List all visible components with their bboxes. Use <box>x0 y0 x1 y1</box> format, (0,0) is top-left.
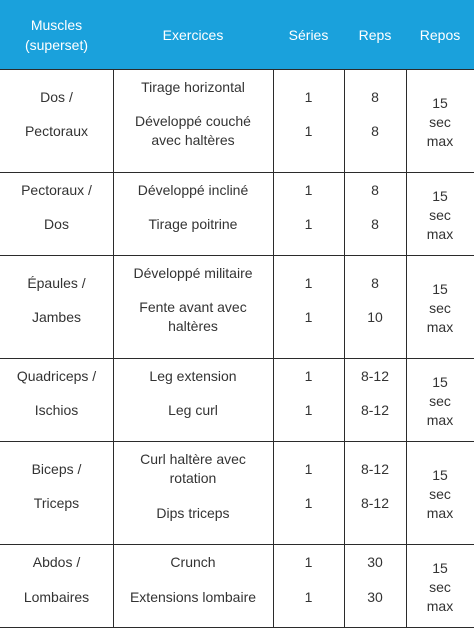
table-row-group <box>0 358 474 441</box>
exercise-name-line: avec haltères <box>151 132 235 148</box>
column-divider <box>344 256 345 358</box>
rest-value <box>406 559 474 616</box>
exercise-name: Tirage horizontal <box>141 79 245 95</box>
muscle-label: Dos <box>44 216 69 232</box>
series-value: 1 <box>304 182 313 198</box>
series-value: 1 <box>304 309 313 325</box>
table-header <box>0 0 474 69</box>
muscle-label: Quadriceps / <box>16 368 97 384</box>
exercise-name <box>113 298 273 336</box>
series-value: 1 <box>304 216 313 232</box>
exercise-name-line: rotation <box>169 470 217 486</box>
exercise-name-line: haltères <box>168 318 218 334</box>
reps-value: 8 <box>371 275 379 291</box>
reps-value: 30 <box>367 589 383 605</box>
exercise-name: Leg extension <box>149 368 237 384</box>
column-divider <box>273 256 274 358</box>
muscle-label: Ischios <box>34 402 79 418</box>
reps-value: 8 <box>371 216 379 232</box>
rest-value-line: sec <box>429 300 451 316</box>
reps-value: 8 <box>371 123 379 139</box>
exercise-name: Dips triceps <box>156 505 230 521</box>
table-row-group <box>0 172 474 255</box>
rest-value <box>406 280 474 337</box>
rest-value-line: sec <box>429 207 451 223</box>
series-value: 1 <box>304 368 313 384</box>
table-row-group <box>0 255 474 358</box>
rest-value-line: max <box>426 133 454 149</box>
rest-value-line: sec <box>429 486 451 502</box>
rest-value-line: max <box>426 226 454 242</box>
header-muscles-line1: Muscles <box>30 16 83 33</box>
reps-value: 8 <box>371 89 379 105</box>
reps-value: 8-12 <box>360 495 390 511</box>
series-value: 1 <box>304 495 313 511</box>
rest-value-line: sec <box>429 114 451 130</box>
rest-value-line: 15 <box>432 467 448 483</box>
exercise-name <box>113 112 273 150</box>
muscle-label: Dos / <box>40 89 73 105</box>
muscle-label: Triceps <box>33 495 80 511</box>
muscle-label: Pectoraux <box>24 123 89 139</box>
rest-value-line: 15 <box>432 95 448 111</box>
reps-value: 8 <box>371 182 379 198</box>
rest-value <box>406 373 474 430</box>
header-series: Séries <box>288 26 329 43</box>
rest-value-line: 15 <box>432 281 448 297</box>
exercise-name: Leg curl <box>168 402 218 418</box>
header-reps: Reps <box>358 26 392 43</box>
rest-value-line: max <box>426 319 454 335</box>
column-divider <box>273 442 274 544</box>
series-value: 1 <box>304 554 313 570</box>
exercise-name-line: Curl haltère avec <box>140 451 246 467</box>
series-value: 1 <box>304 89 313 105</box>
column-divider <box>344 442 345 544</box>
reps-value: 30 <box>367 554 383 570</box>
rest-value-line: 15 <box>432 188 448 204</box>
rest-value-line: 15 <box>432 560 448 576</box>
series-value: 1 <box>304 589 313 605</box>
exercise-name-line: Développé couché <box>135 113 251 129</box>
series-value: 1 <box>304 461 313 477</box>
exercise-name: Développé incliné <box>137 182 249 198</box>
series-value: 1 <box>304 402 313 418</box>
header-muscles-line2: (superset) <box>24 36 89 53</box>
table-row-group <box>0 441 474 544</box>
reps-value: 8-12 <box>360 461 390 477</box>
reps-value: 10 <box>367 309 383 325</box>
column-divider <box>273 70 274 172</box>
rest-value-line: sec <box>429 393 451 409</box>
exercise-name: Extensions lombaire <box>129 589 257 605</box>
series-value: 1 <box>304 123 313 139</box>
table-row-group <box>0 544 474 627</box>
muscle-label: Jambes <box>31 309 82 325</box>
exercise-name: Crunch <box>170 554 216 570</box>
rest-value <box>406 187 474 244</box>
rest-value-line: max <box>426 598 454 614</box>
rest-value-line: sec <box>429 579 451 595</box>
reps-value: 8-12 <box>360 402 390 418</box>
rest-value-line: max <box>426 505 454 521</box>
exercise-name <box>113 450 273 488</box>
table-row-group <box>0 69 474 172</box>
reps-value: 8-12 <box>360 368 390 384</box>
rest-value <box>406 94 474 151</box>
rest-value-line: 15 <box>432 374 448 390</box>
rest-value-line: max <box>426 412 454 428</box>
muscle-label: Abdos / <box>32 554 81 570</box>
header-exercices: Exercices <box>162 26 224 43</box>
series-value: 1 <box>304 275 313 291</box>
rest-value <box>406 466 474 523</box>
exercise-name-line: Fente avant avec <box>139 299 247 315</box>
muscle-label: Biceps / <box>31 461 82 477</box>
table-bottom-border <box>0 627 474 628</box>
exercise-name: Tirage poitrine <box>148 216 238 232</box>
muscle-label: Épaules / <box>27 275 86 291</box>
muscle-label: Lombaires <box>23 589 90 605</box>
muscle-label: Pectoraux / <box>21 182 92 198</box>
column-divider <box>344 70 345 172</box>
exercise-name: Développé militaire <box>133 265 253 281</box>
header-muscles <box>0 0 113 69</box>
header-repos: Repos <box>419 26 461 43</box>
